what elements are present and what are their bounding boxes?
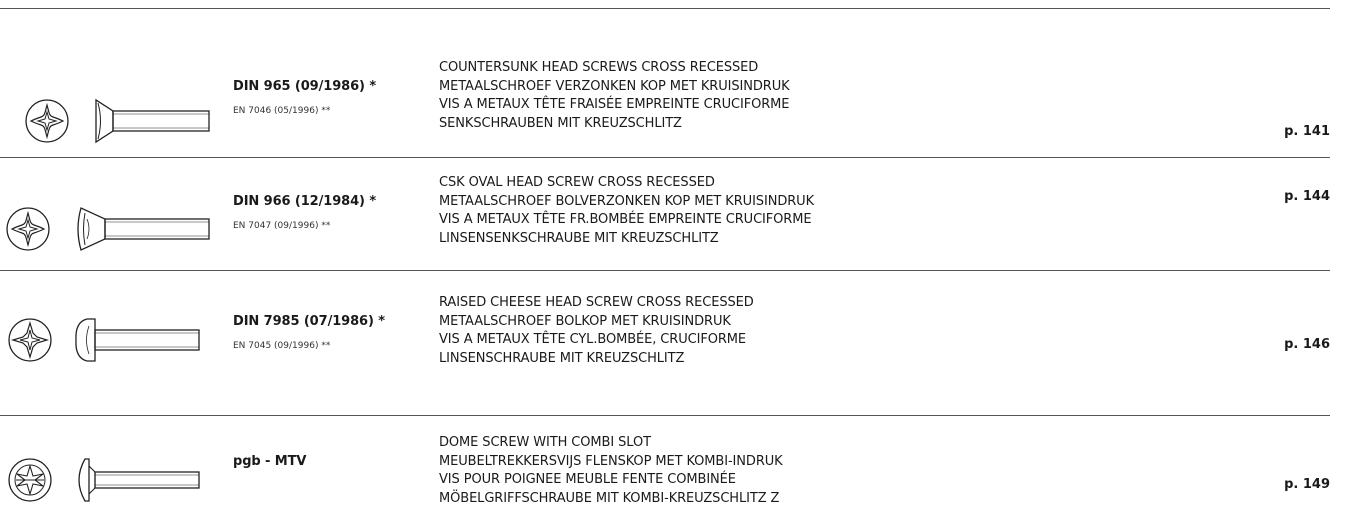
din-standard-label: pgb - MTV [233,454,307,469]
din-standard-label: DIN 966 (12/1984) * [233,194,377,209]
description-line-fr: VIS A METAUX TÊTE CYL.BOMBÉE, CRUCIFORME [439,332,747,348]
en-standard-label: EN 7047 (09/1996) ** [233,221,331,231]
description-line-de: LINSENSCHRAUBE MIT KREUZSCHLITZ [439,350,685,366]
description-block [439,434,783,508]
page-reference[interactable]: p. 146 [1284,337,1330,352]
description-line-de: LINSENSENKSCHRAUBE MIT KREUZSCHLITZ [439,230,719,246]
cross-recess-icon [6,316,54,364]
description-block [439,294,754,368]
description-block [439,59,790,133]
top-rule [0,8,1330,9]
page-reference[interactable]: p. 141 [1284,124,1330,139]
cross-recess-icon [23,97,71,145]
description-line-en: DOME SCREW WITH COMBI SLOT [439,435,651,450]
din-standard-label: DIN 7985 (07/1986) * [233,314,385,329]
description-line-fr: VIS A METAUX TÊTE FR.BOMBÉE EMPREINTE CRUCIFORME [439,212,812,228]
description-line-en: CSK OVAL HEAD SCREW CROSS RECESSED [439,175,715,190]
row-separator [0,157,1330,158]
description-line-de: SENKSCHRAUBEN MIT KREUZSCHLITZ [439,115,682,131]
countersunk-screw-side-icon [93,97,213,145]
row-separator [0,415,1330,416]
en-standard-label: EN 7045 (09/1996) ** [233,341,331,351]
dome-head-screw-side-icon [73,456,203,504]
description-line-nl: METAALSCHROEF BOLKOP MET KRUISINDRUK [439,313,731,329]
description-line-nl: METAALSCHROEF BOLVERZONKEN KOP MET KRUISINDRUK [439,193,815,209]
page-reference[interactable]: p. 149 [1284,477,1330,492]
row-separator [0,270,1330,271]
description-line-de: MÖBELGRIFFSCHRAUBE MIT KOMBI-KREUZSCHLITZ Z [439,490,780,506]
description-line-en: COUNTERSUNK HEAD SCREWS CROSS RECESSED [439,60,759,75]
en-standard-label: EN 7046 (05/1996) ** [233,106,331,116]
description-line-nl: METAALSCHROEF VERZONKEN KOP MET KRUISINDRUK [439,78,790,94]
pan-head-screw-side-icon [73,316,203,364]
page-reference[interactable]: p. 144 [1284,189,1330,204]
oval-countersunk-screw-side-icon [73,205,213,253]
combi-slot-recess-icon [6,456,54,504]
description-line-nl: MEUBELTREKKERSVIJS FLENSKOP MET KOMBI-INDRUK [439,453,783,469]
description-block [439,174,814,248]
din-standard-label: DIN 965 (09/1986) * [233,79,377,94]
description-line-fr: VIS POUR POIGNEE MEUBLE FENTE COMBINÉE [439,472,736,488]
description-line-en: RAISED CHEESE HEAD SCREW CROSS RECESSED [439,295,754,310]
cross-recess-icon [4,205,52,253]
description-line-fr: VIS A METAUX TÊTE FRAISÉE EMPREINTE CRUCIFORME [439,97,790,113]
